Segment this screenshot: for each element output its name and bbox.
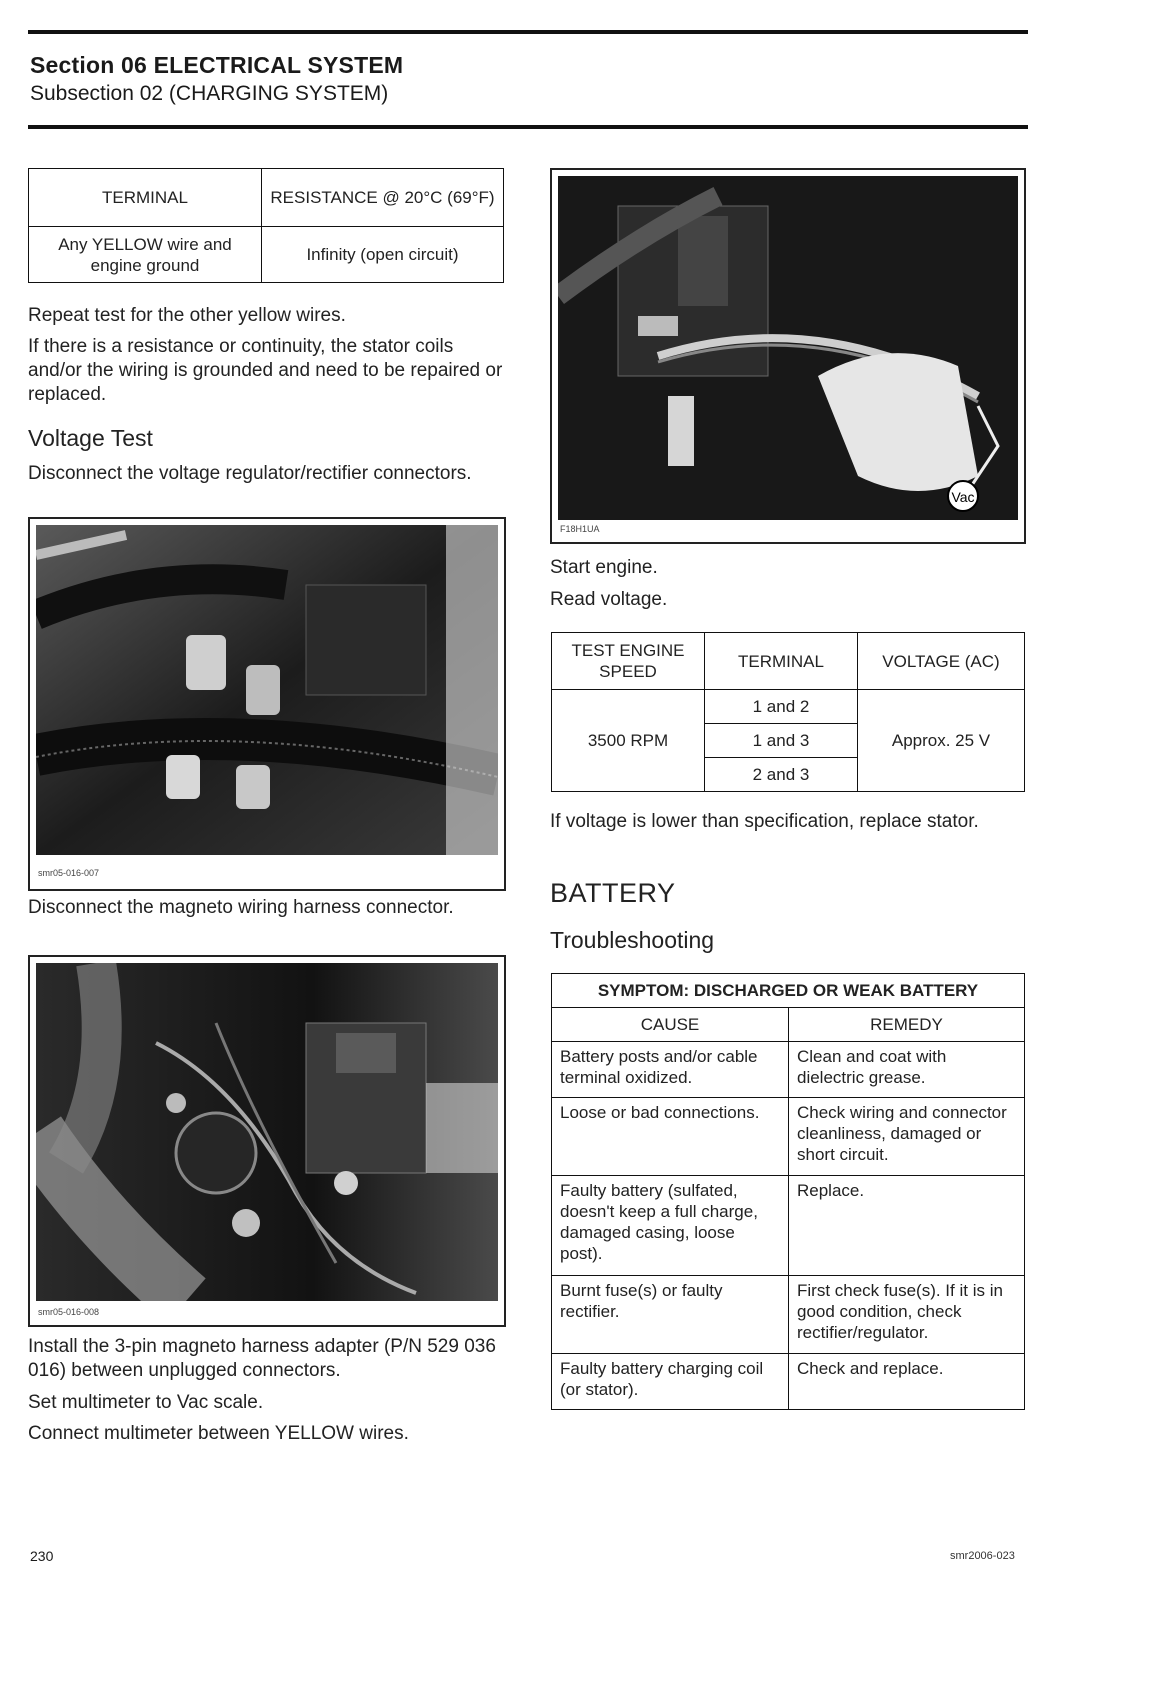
table-cell-cause: Faulty battery charging coil (or stator). [552,1354,789,1410]
table-cell-remedy: Replace. [789,1176,1025,1276]
table-header-resistance: RESISTANCE @ 20°C (69°F) [262,169,504,227]
table-cell-terminal: 2 and 3 [705,758,858,792]
table-cell: Infinity (open circuit) [262,227,504,283]
table-cell-terminal: 1 and 2 [705,690,858,724]
table-row [552,1042,1025,1098]
paragraph: Install the 3-pin magneto harness adapter (P/N 529 036 016) between unplugged connectors. [28,1336,496,1381]
paragraph: Read voltage. [550,589,668,610]
table-header-terminal: TERMINAL [29,169,262,227]
table-cell-voltage: Approx. 25 V [858,690,1025,792]
voltage-table [551,632,1025,792]
subsection-title: Subsection 02 (CHARGING SYSTEM) [30,82,389,105]
battery-heading: BATTERY [550,878,676,908]
paragraph: Start engine. [550,557,658,578]
photo-caption: smr05-016-008 [38,1307,100,1317]
document-code: smr2006-023 [950,1550,1015,1562]
photo-image [36,963,498,1301]
paragraph: If voltage is lower than specification, replace stator. [550,811,979,832]
paragraph: Set multimeter to Vac scale. [28,1392,264,1413]
table-header-cause: CAUSE [552,1008,789,1042]
photo-image [558,176,1018,520]
paragraph: Disconnect the voltage regulator/rectifier connectors. [28,463,472,484]
paragraph: Disconnect the magneto wiring harness connector. [28,897,454,918]
symptom-title: SYMPTOM: DISCHARGED OR WEAK BATTERY [552,974,1025,1008]
resistance-table [28,168,504,283]
table-cell-cause: Battery posts and/or cable terminal oxidized. [552,1042,789,1098]
vac-label: Vac [951,489,975,505]
table-cell-remedy: Check and replace. [789,1354,1025,1410]
table-header-speed: TEST ENGINE SPEED [552,633,705,690]
photo-image [36,525,498,855]
table-row [552,1098,1025,1176]
table-header-remedy: REMEDY [789,1008,1025,1042]
table-header-terminal: TERMINAL [705,633,858,690]
table-cell-speed: 3500 RPM [552,690,705,792]
photo-magneto-connector [28,955,506,1327]
table-cell: Any YELLOW wire and engine ground [29,227,262,283]
table-cell-terminal: 1 and 3 [705,724,858,758]
page-number: 230 [30,1548,54,1564]
voltage-test-heading: Voltage Test [28,425,153,451]
top-rule [28,30,1028,34]
header-rule [28,125,1028,129]
table-row [552,1354,1025,1410]
table-header-voltage: VOLTAGE (AC) [858,633,1025,690]
photo-multimeter-connection [550,168,1026,544]
troubleshooting-heading: Troubleshooting [550,927,715,953]
table-cell-remedy: First check fuse(s). If it is in good condition, check rectifier/regulator. [789,1276,1025,1354]
photo-caption: F18H1UA [560,524,600,534]
table-row [552,1276,1025,1354]
paragraph: Repeat test for the other yellow wires. [28,305,346,326]
table-row [552,1176,1025,1276]
table-cell-cause: Faulty battery (sulfated, doesn't keep a full charge, damaged casing, loose post). [552,1176,789,1276]
table-cell-cause: Burnt fuse(s) or faulty rectifier. [552,1276,789,1354]
table-cell-remedy: Check wiring and connector cleanliness, damaged or short circuit. [789,1098,1025,1176]
table-cell-cause: Loose or bad connections. [552,1098,789,1176]
paragraph: If there is a resistance or continuity, the stator coils and/or the wiring is grounded and need to be repaired or replaced. [28,336,503,405]
paragraph: Connect multimeter between YELLOW wires. [28,1423,409,1444]
table-cell-remedy: Clean and coat with dielectric grease. [789,1042,1025,1098]
symptom-table [551,973,1025,1410]
section-title: Section 06 ELECTRICAL SYSTEM [30,52,404,78]
photo-caption: smr05-016-007 [38,868,100,878]
photo-regulator-connectors [28,517,506,891]
